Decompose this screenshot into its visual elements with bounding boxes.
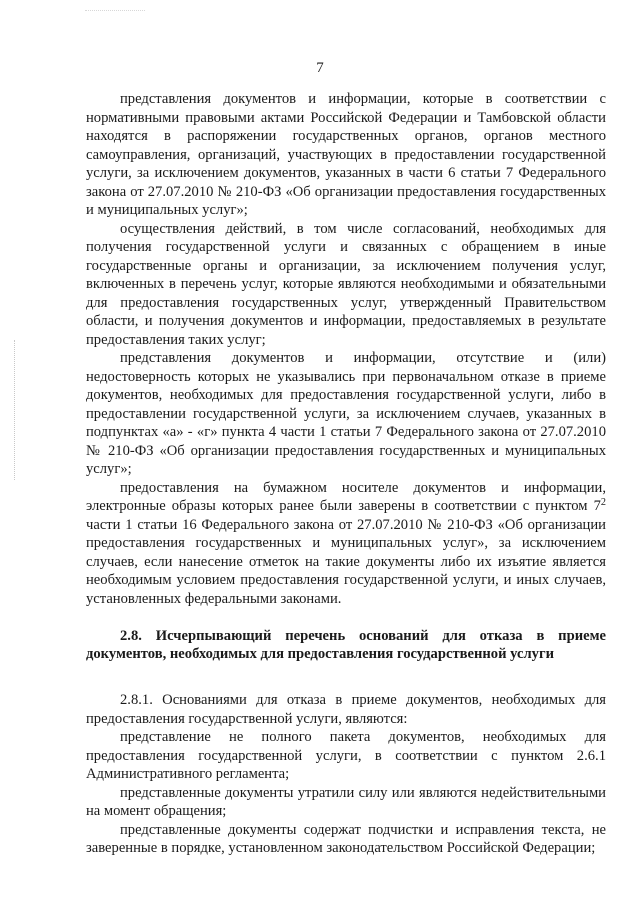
paragraph: представленные документы утратили силу или являются недействительными на момент обращения; bbox=[86, 784, 606, 819]
section-heading: 2.8. Исчерпывающий перечень оснований для отказа в приеме документов, необходимых для предоставления государственной услуги bbox=[86, 628, 606, 662]
paragraph: осуществления действий, в том числе согласований, необходимых для получения государственной услуги и связанных с обращением в иные государственные органы и организации, за исключением получения услуг, включенных в перечень услуг, которые являются необходимыми и обязательными для предоставления государственных услуг, утвержденный Правительством области, и получения документов и информации, предоставляемых в результате предоставления таких услуг; bbox=[86, 220, 606, 348]
paragraph-text: части 1 статьи 16 Федерального закона от 27.07.2010 № 210-ФЗ «Об организации предоставления государственных и муниципальных услуг», за исключением случаев, если нанесение отметок на такие документы либо их изъятие является необходимым условием предоставления государственной услуги, и иных случаев, установленных федеральными законами. bbox=[86, 516, 606, 607]
scan-artifact bbox=[14, 340, 18, 480]
paragraph-text: предоставления на бумажном носителе документов и информации, электронные образы которых ранее были заверены в соответствии с пунктом 7 bbox=[86, 479, 606, 514]
paragraph: представленные документы содержат подчистки и исправления текста, не заверенные в порядке, установленном законодательством Российской Федерации; bbox=[86, 821, 606, 856]
scan-artifact bbox=[85, 10, 145, 12]
paragraph: представления документов и информации, отсутствие и (или) недостоверность которых не указывались при первоначальном отказе в приеме документов, необходимых для предоставления государственной услуги, либо в предоставлении государственной услуги, за исключением случаев, указанных в подпунктах «а» - «г» пункта 4 части 1 статьи 7 Федерального закона от 27.07.2010 № 210-ФЗ «Об организации предоставления государственных и муниципальных услуг»; bbox=[86, 350, 606, 477]
document-body bbox=[86, 90, 606, 858]
page-number: 7 bbox=[316, 60, 324, 76]
paragraph: представление не полного пакета документов, необходимых для предоставления государственной услуги, в соответствии с пунктом 2.6.1 Административного регламента; bbox=[86, 729, 606, 782]
paragraph bbox=[86, 479, 606, 609]
paragraph: 2.8.1. Основаниями для отказа в приеме документов, необходимых для предоставления государственной услуги, являются: bbox=[86, 692, 606, 727]
superscript: 2 bbox=[600, 497, 606, 508]
paragraph: представления документов и информации, которые в соответствии с нормативными правовыми актами Российской Федерации и Тамбовской области находятся в распоряжении государственных органов, органов местного самоуправления, организаций, участвующих в предоставлении государственной услуги, за исключением документов, указанных в части 6 статьи 7 Федерального закона от 27.07.2010 № 210-ФЗ «Об организации предоставления государственных и муниципальных услуг»; bbox=[86, 91, 606, 218]
